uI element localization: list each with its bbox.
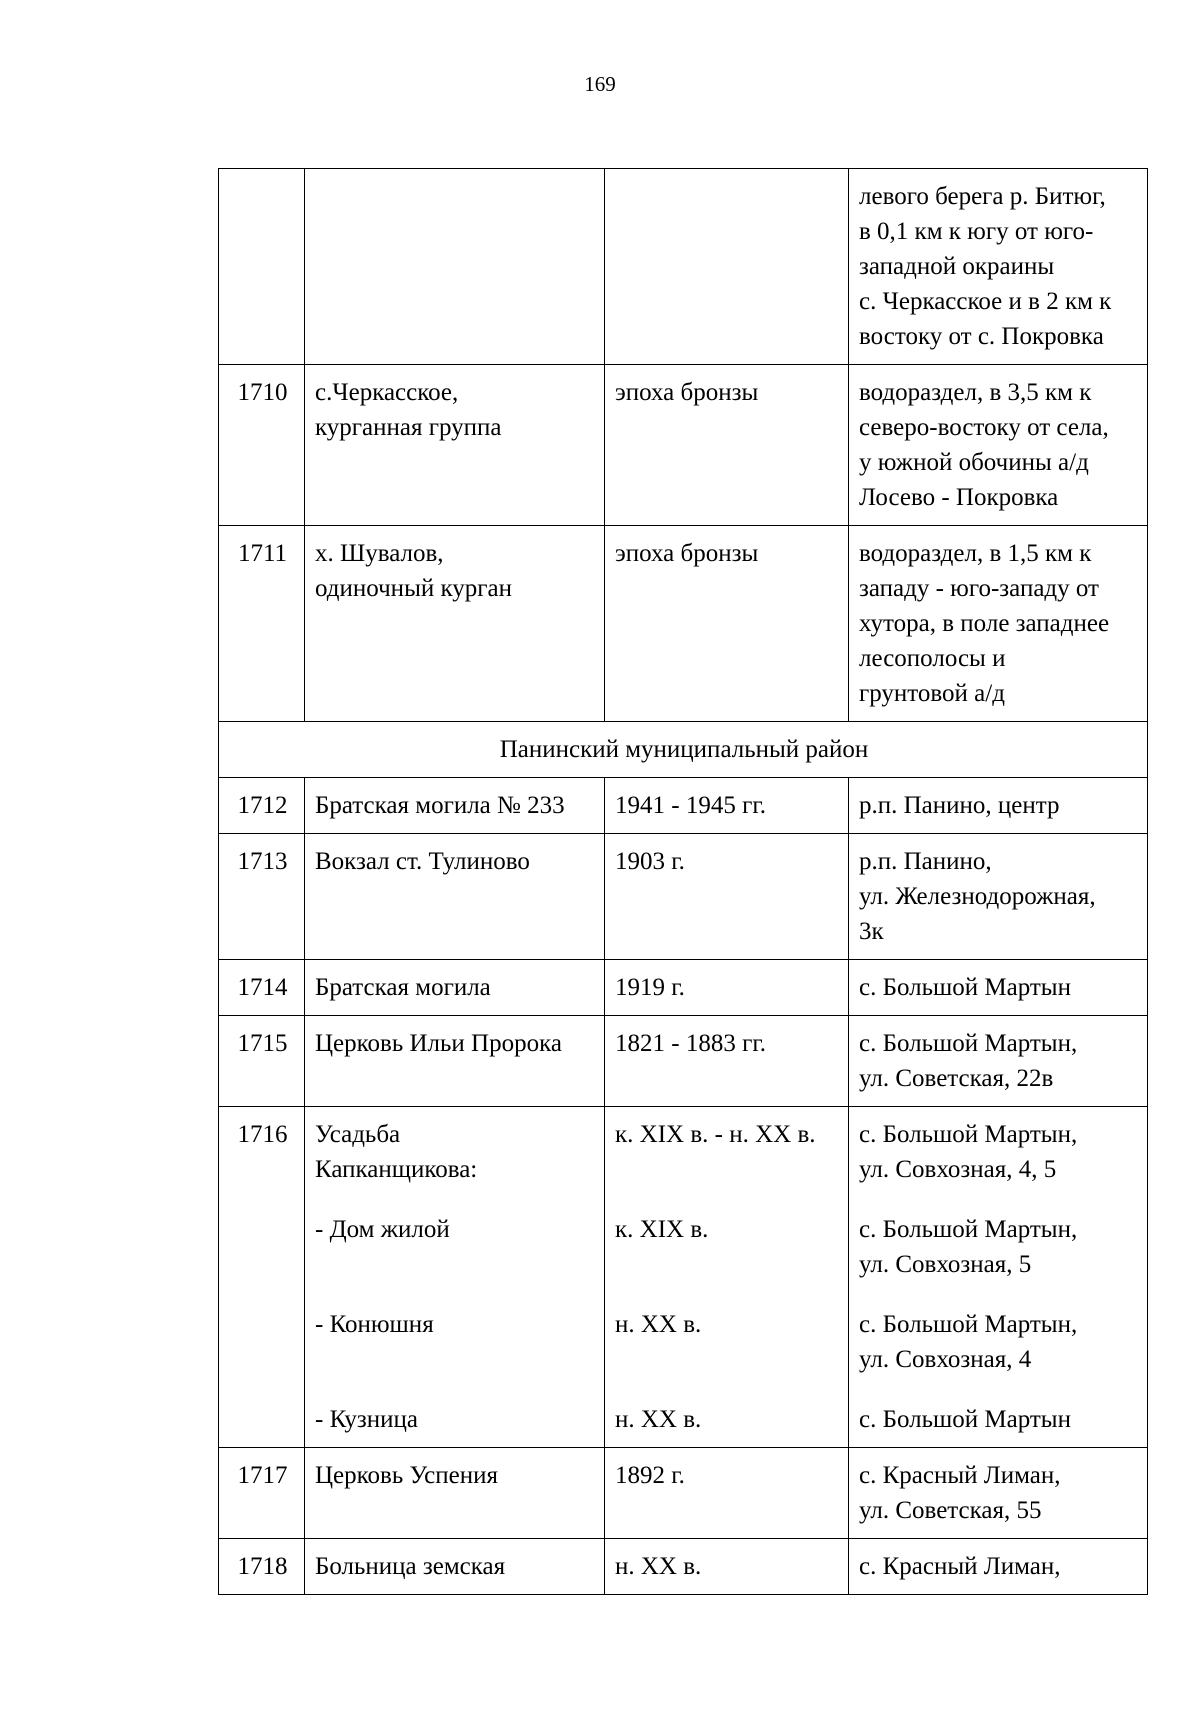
location-line: западу - юго-западу от [859, 575, 1099, 602]
date-line: н. XX в. [615, 1406, 702, 1433]
name-line: одиночный курган [315, 575, 513, 602]
object-date: эпоха бронзы [605, 526, 849, 722]
object-name [305, 1107, 605, 1448]
object-date: н. XX в. [605, 1539, 849, 1595]
location-line: Лосево - Покровка [859, 484, 1059, 511]
name-line: - Кузница [315, 1406, 418, 1433]
row-number: 1713 [219, 834, 305, 960]
name-line: - Конюшня [315, 1311, 434, 1338]
location-line: с. Большой Мартын, [859, 1030, 1078, 1057]
object-name: Вокзал ст. Тулиново [305, 834, 605, 960]
object-location [849, 1016, 1148, 1107]
location-line: водораздел, в 3,5 км к [859, 379, 1092, 406]
location-line: водораздел, в 1,5 км к [859, 540, 1092, 567]
table-row [219, 960, 1148, 1016]
location-line: лесополосы и [859, 645, 1006, 672]
table-row [219, 365, 1148, 526]
row-number: 1710 [219, 365, 305, 526]
table-row [219, 169, 1148, 365]
location-line: западной окраины [859, 253, 1055, 280]
row-number: 1716 [219, 1107, 305, 1448]
name-line: - Дом жилой [315, 1216, 450, 1243]
object-date: 1941 - 1945 гг. [605, 778, 849, 834]
table-row [219, 1539, 1148, 1595]
object-name [305, 169, 605, 365]
object-location [849, 169, 1148, 365]
object-name: Братская могила № 233 [305, 778, 605, 834]
location-line: ул. Советская, 22в [859, 1065, 1054, 1092]
object-location: р.п. Панино, центр [849, 778, 1148, 834]
table-row [219, 526, 1148, 722]
object-date: эпоха бронзы [605, 365, 849, 526]
location-line: с. Большой Мартын [859, 1406, 1071, 1433]
location-line: ул. Советская, 55 [859, 1497, 1042, 1524]
object-date: 1821 - 1883 гг. [605, 1016, 849, 1107]
object-location [849, 1448, 1148, 1539]
object-location: с. Большой Мартын [849, 960, 1148, 1016]
name-line: х. Шувалов, [315, 540, 444, 567]
date-line: к. XIX в. [615, 1216, 709, 1243]
page-number: 169 [584, 72, 616, 96]
date-line: н. XX в. [615, 1311, 702, 1338]
location-line: ул. Совхозная, 4 [859, 1346, 1032, 1373]
row-number: 1718 [219, 1539, 305, 1595]
object-location [849, 526, 1148, 722]
row-number: 1711 [219, 526, 305, 722]
object-name: Больница земская [305, 1539, 605, 1595]
table-row [219, 834, 1148, 960]
row-number: 1712 [219, 778, 305, 834]
location-line: р.п. Панино, [859, 848, 992, 875]
object-location: с. Красный Лиман, [849, 1539, 1148, 1595]
object-name [305, 365, 605, 526]
row-number: 1715 [219, 1016, 305, 1107]
location-line: с. Красный Лиман, [859, 1462, 1061, 1489]
name-line: с.Черкасское, [315, 379, 459, 406]
location-line: грунтовой а/д [859, 680, 1005, 707]
region-title: Панинский муниципальный район [219, 722, 1148, 778]
object-date [605, 169, 849, 365]
object-name [305, 526, 605, 722]
location-line: у южной обочины а/д [859, 449, 1089, 476]
location-line: в 0,1 км к югу от юго- [859, 218, 1094, 245]
location-line: с. Большой Мартын, [859, 1216, 1078, 1243]
table-row [219, 1448, 1148, 1539]
location-line: с. Черкасское и в 2 км к [859, 288, 1112, 315]
location-line: левого берега р. Битюг, [859, 183, 1106, 210]
object-location [849, 365, 1148, 526]
row-number: 1717 [219, 1448, 305, 1539]
object-name: Церковь Ильи Пророка [305, 1016, 605, 1107]
region-header-row [219, 722, 1148, 778]
table-row [219, 778, 1148, 834]
location-line: востоку от с. Покровка [859, 323, 1104, 350]
table-row [219, 1107, 1148, 1448]
row-number: 1714 [219, 960, 305, 1016]
location-line: с. Большой Мартын, [859, 1121, 1078, 1148]
location-line: ул. Совхозная, 5 [859, 1251, 1032, 1278]
row-number [219, 169, 305, 365]
location-line: ул. Совхозная, 4, 5 [859, 1156, 1057, 1183]
location-line: хутора, в поле западнее [859, 610, 1110, 637]
date-line: к. XIX в. - н. XX в. [615, 1121, 816, 1148]
monuments-table [218, 168, 1148, 1595]
location-line: с. Большой Мартын, [859, 1311, 1078, 1338]
table-row [219, 1016, 1148, 1107]
object-name: Братская могила [305, 960, 605, 1016]
name-line: Усадьба [315, 1121, 401, 1148]
object-date [605, 1107, 849, 1448]
name-line: Капканщикова: [315, 1156, 478, 1183]
object-location [849, 1107, 1148, 1448]
location-line: северо-востоку от села, [859, 414, 1109, 441]
location-line: 3к [859, 918, 884, 945]
object-date: 1892 г. [605, 1448, 849, 1539]
object-name: Церковь Успения [305, 1448, 605, 1539]
location-line: ул. Железнодорожная, [859, 883, 1096, 910]
object-date: 1919 г. [605, 960, 849, 1016]
name-line: курганная группа [315, 414, 502, 441]
object-location [849, 834, 1148, 960]
object-date: 1903 г. [605, 834, 849, 960]
